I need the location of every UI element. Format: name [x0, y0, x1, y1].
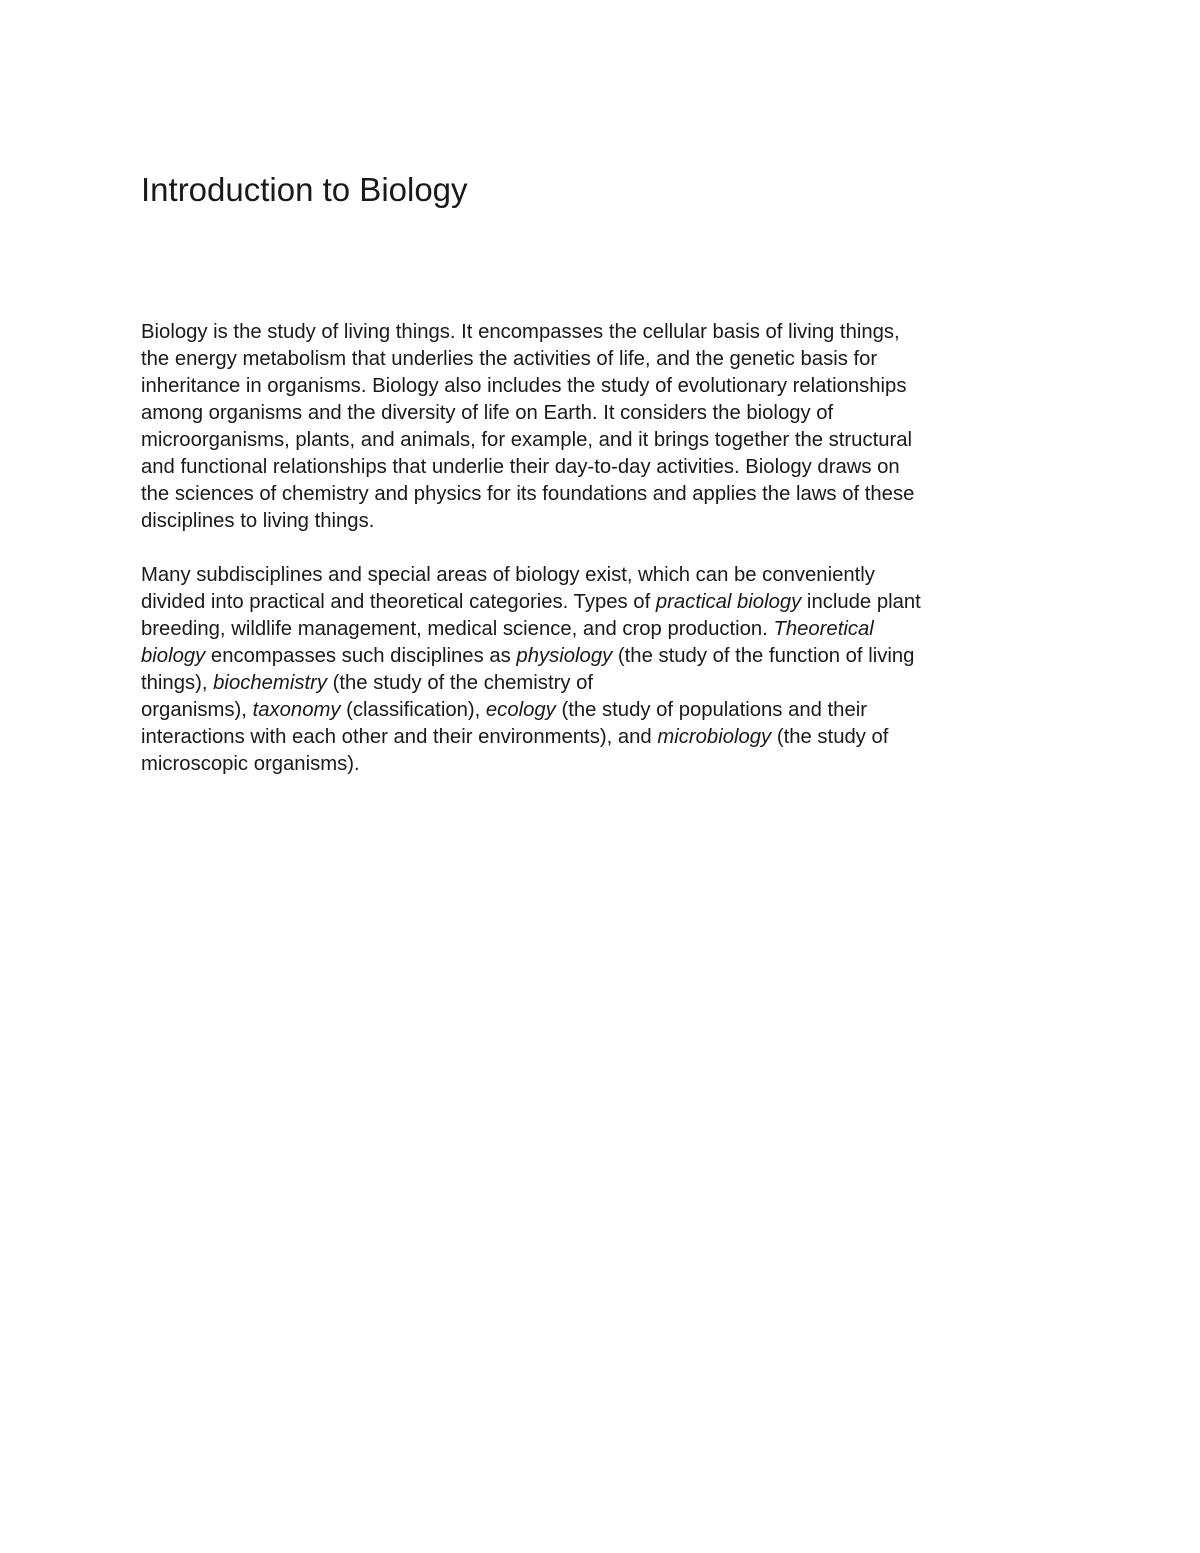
- text-run: (the study of the chemistry of: [327, 672, 594, 694]
- paragraph-line: disciplines to living things.: [141, 510, 375, 532]
- text-run: (the study of the function of living: [612, 645, 915, 667]
- paragraph-line: the sciences of chemistry and physics for its foundations and applies the laws of these: [141, 483, 915, 505]
- paragraph-line: [141, 751, 921, 778]
- paragraph-line: [141, 562, 921, 589]
- emphasis-term: ecology: [485, 699, 556, 721]
- paragraph-line: microorganisms, plants, and animals, for example, and it brings together the structural: [141, 429, 913, 451]
- emphasis-term: physiology: [516, 645, 613, 667]
- paragraph-line: Biology is the study of living things. It encompasses the cellular basis of living things,: [141, 321, 900, 343]
- paragraph-biology-definition: [141, 319, 914, 535]
- document-title: Introduction to Biology: [141, 171, 468, 208]
- paragraph-line: [141, 724, 921, 751]
- paragraph-line: among organisms and the diversity of life on Earth. It considers the biology of: [141, 402, 834, 424]
- text-run: (the study of: [771, 726, 889, 748]
- paragraph-line: [141, 589, 921, 616]
- paragraph-line: [141, 616, 921, 643]
- text-run: encompasses such disciplines as: [205, 645, 517, 667]
- paragraph-line: [141, 697, 921, 724]
- paragraph-subdisciplines: [141, 562, 921, 778]
- text-run: (the study of populations and their: [555, 699, 867, 721]
- emphasis-term: microbiology: [657, 726, 772, 748]
- text-run: include plant: [801, 591, 921, 613]
- paragraph-line: inheritance in organisms. Biology also includes the study of evolutionary relationships: [141, 375, 907, 397]
- emphasis-term: biology: [141, 645, 206, 667]
- text-run: things),: [141, 672, 214, 694]
- text-run: Many subdisciplines and special areas of biology exist, which can be conveniently: [141, 564, 875, 586]
- text-run: (classification),: [340, 699, 486, 721]
- emphasis-term: practical biology: [655, 591, 802, 613]
- text-run: organisms),: [141, 699, 253, 721]
- paragraph-line: [141, 643, 921, 670]
- text-run: microscopic organisms).: [141, 753, 360, 775]
- text-run: divided into practical and theoretical categories. Types of: [141, 591, 656, 613]
- emphasis-term: taxonomy: [252, 699, 341, 721]
- paragraph-line: the energy metabolism that underlies the activities of life, and the genetic basis for: [141, 348, 878, 370]
- emphasis-term: biochemistry: [213, 672, 327, 694]
- emphasis-term: Theoretical: [773, 618, 874, 640]
- paragraph-line: and functional relationships that underlie their day-to-day activities. Biology draws on: [141, 456, 900, 478]
- paragraph-line: [141, 670, 921, 697]
- text-run: breeding, wildlife management, medical science, and crop production.: [141, 618, 774, 640]
- text-run: interactions with each other and their environments), and: [141, 726, 658, 748]
